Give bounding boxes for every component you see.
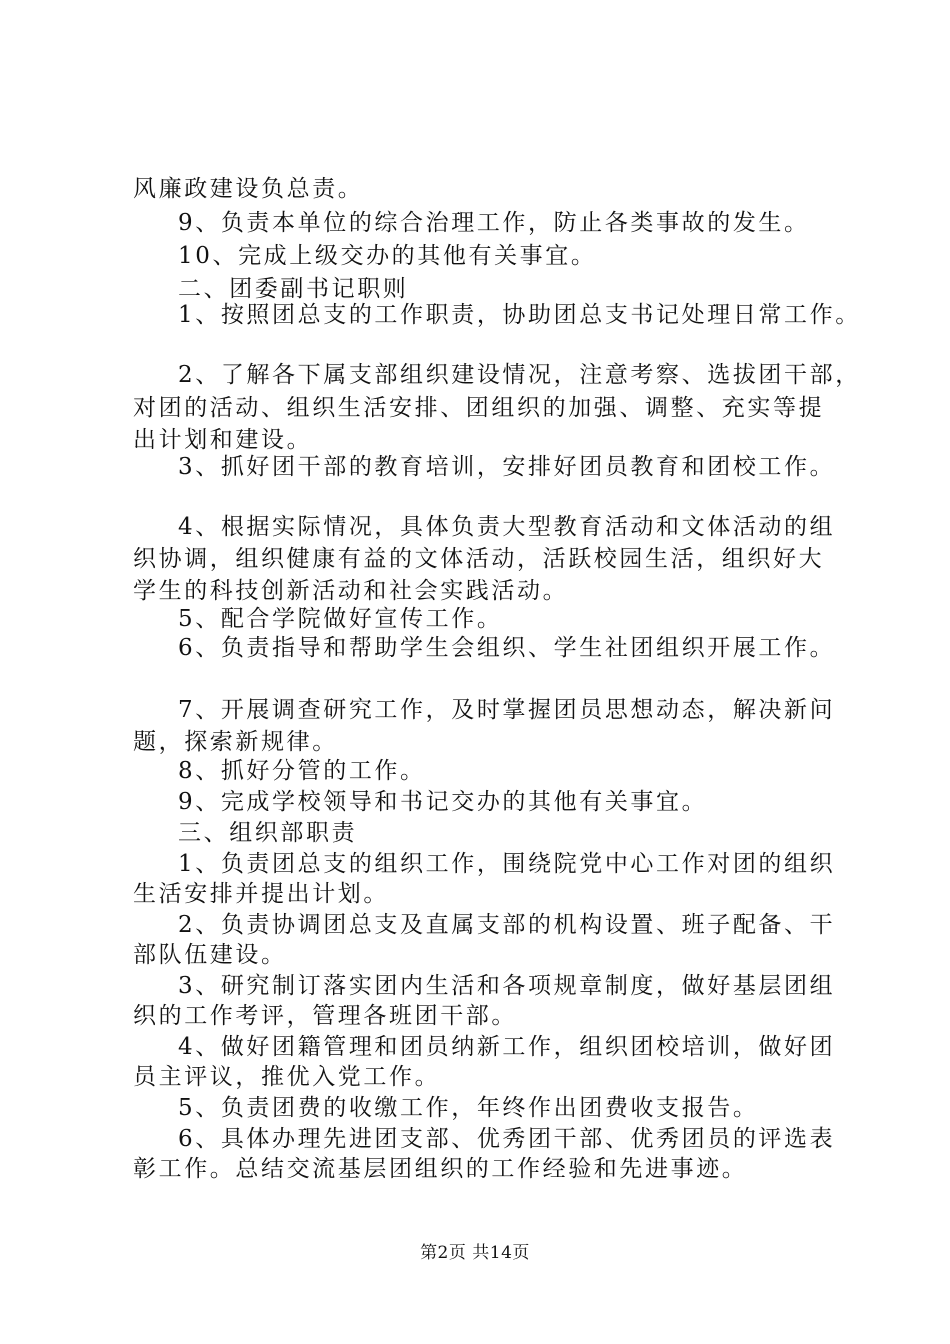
paragraph-line: 4、根据实际情况，具体负责大型教育活动和文体活动的组 (178, 514, 836, 540)
paragraph-line: 彰工作。总结交流基层团组织的工作经验和先进事迹。 (133, 1156, 748, 1182)
paragraph-line: 部队伍建设。 (133, 942, 287, 968)
paragraph-line: 6、负责指导和帮助学生会组织、学生社团组织开展工作。 (178, 635, 836, 661)
paragraph-line: 1、负责团总支的组织工作，围绕院党中心工作对团的组织 (178, 851, 836, 877)
section-heading: 二、团委副书记职则 (178, 276, 409, 302)
paragraph-line: 3、研究制订落实团内生活和各项规章制度，做好基层团组 (178, 973, 836, 999)
paragraph-line: 生活安排并提出计划。 (133, 881, 389, 907)
paragraph-line: 出计划和建设。 (133, 427, 313, 453)
paragraph-line: 2、了解各下属支部组织建设情况，注意考察、选拔团干部， (178, 362, 861, 388)
paragraph-line: 9、负责本单位的综合治理工作，防止各类事故的发生。 (178, 210, 810, 236)
paragraph-line: 6、具体办理先进团支部、优秀团干部、优秀团员的评选表 (178, 1126, 836, 1152)
page-number-footer: 第2页 共14页 (420, 1243, 530, 1263)
paragraph-line: 员主评议，推优入党工作。 (133, 1064, 441, 1090)
paragraph-line: 2、负责协调团总支及直属支部的机构设置、班子配备、干 (178, 912, 836, 938)
paragraph-line: 8、抓好分管的工作。 (178, 758, 426, 784)
paragraph-line: 3、抓好团干部的教育培训，安排好团员教育和团校工作。 (178, 454, 836, 480)
paragraph-line: 题，探索新规律。 (133, 729, 338, 755)
paragraph-line: 10、完成上级交办的其他有关事宜。 (178, 243, 597, 269)
paragraph-line: 学生的科技创新活动和社会实践活动。 (133, 578, 569, 604)
paragraph-line: 织协调，组织健康有益的文体活动，活跃校园生活，组织好大 (133, 546, 825, 572)
paragraph-line: 风廉政建设负总责。 (133, 176, 364, 202)
paragraph-line: 4、做好团籍管理和团员纳新工作，组织团校培训，做好团 (178, 1034, 836, 1060)
paragraph-line: 织的工作考评，管理各班团干部。 (133, 1003, 517, 1029)
section-heading: 三、组织部职责 (178, 820, 358, 846)
paragraph-line: 7、开展调查研究工作，及时掌握团员思想动态，解决新问 (178, 697, 836, 723)
paragraph-line: 9、完成学校领导和书记交办的其他有关事宜。 (178, 789, 708, 815)
paragraph-line: 对团的活动、组织生活安排、团组织的加强、调整、充实等提 (133, 395, 825, 421)
paragraph-line: 5、配合学院做好宣传工作。 (178, 606, 503, 632)
paragraph-line: 1、按照团总支的工作职责，协助团总支书记处理日常工作。 (178, 302, 861, 328)
paragraph-line: 5、负责团费的收缴工作，年终作出团费收支报告。 (178, 1095, 759, 1121)
